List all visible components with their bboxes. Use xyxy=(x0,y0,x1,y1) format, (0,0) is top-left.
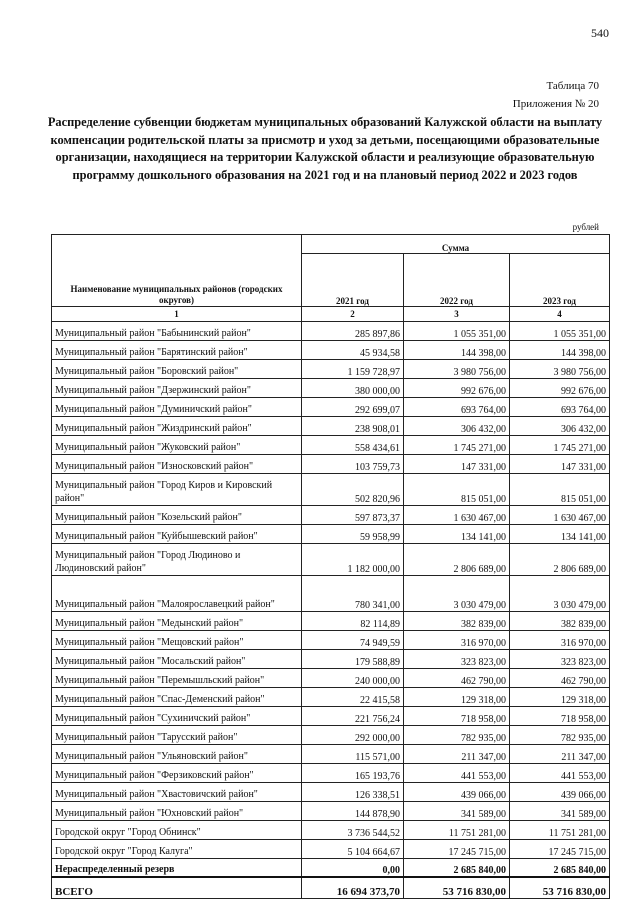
appendix-label: Приложения № 20 xyxy=(512,98,599,110)
value-2021: 144 878,90 xyxy=(302,802,404,821)
municipality-name: Муниципальный район "Жиздринский район" xyxy=(52,417,302,436)
table-row xyxy=(52,726,610,745)
value-2023: 2 806 689,00 xyxy=(510,544,610,576)
value-2023: 462 790,00 xyxy=(510,669,610,688)
value-2022: 11 751 281,00 xyxy=(404,821,510,840)
table-row xyxy=(52,436,610,455)
value-2023: 382 839,00 xyxy=(510,612,610,631)
municipality-name: Муниципальный район "Ульяновский район" xyxy=(52,745,302,764)
value-2021: 238 908,01 xyxy=(302,417,404,436)
municipality-name: Муниципальный район "Город Людиново и Людиновский район" xyxy=(52,544,302,576)
table-row xyxy=(52,631,610,650)
total-value-2022: 53 716 830,00 xyxy=(404,877,510,899)
table-row xyxy=(52,764,610,783)
table-row xyxy=(52,544,610,576)
value-2023: 439 066,00 xyxy=(510,783,610,802)
table-row xyxy=(52,525,610,544)
value-2023: 144 398,00 xyxy=(510,341,610,360)
document-title: Распределение субвенции бюджетам муниципальных образований Калужской области на выплату компенсации родительской платы за присмотр и уход за детьми, посещающими образовательные организации, находящиеся на территории Калужской области и реализующие образовательную программу дошкольного образования на 2021 год и на плановый период 2022 и 2023 годов xyxy=(47,115,603,182)
value-2021: 82 114,89 xyxy=(302,612,404,631)
value-2022: 782 935,00 xyxy=(404,726,510,745)
value-2021: 558 434,61 xyxy=(302,436,404,455)
value-2023: 11 751 281,00 xyxy=(510,821,610,840)
value-2021: 502 820,96 xyxy=(302,474,404,506)
municipality-name: Муниципальный район "Барятинский район" xyxy=(52,341,302,360)
municipality-name: Муниципальный район "Куйбышевский район" xyxy=(52,525,302,544)
table-row xyxy=(52,669,610,688)
value-2023: 306 432,00 xyxy=(510,417,610,436)
municipality-name: Муниципальный район "Мосальский район" xyxy=(52,650,302,669)
value-2021: 59 958,99 xyxy=(302,525,404,544)
table-row xyxy=(52,707,610,726)
table-row xyxy=(52,745,610,764)
value-2022: 316 970,00 xyxy=(404,631,510,650)
table-row xyxy=(52,576,610,612)
value-2023: 316 970,00 xyxy=(510,631,610,650)
value-2022: 815 051,00 xyxy=(404,474,510,506)
table-row xyxy=(52,688,610,707)
column-number: 4 xyxy=(510,307,610,322)
municipality-name: Муниципальный район "Козельский район" xyxy=(52,506,302,525)
value-2022: 3 980 756,00 xyxy=(404,360,510,379)
municipality-name: Муниципальный район "Сухиничский район" xyxy=(52,707,302,726)
value-2021: 221 756,24 xyxy=(302,707,404,726)
value-2021: 292 000,00 xyxy=(302,726,404,745)
value-2021: 22 415,58 xyxy=(302,688,404,707)
table-row xyxy=(52,650,610,669)
value-2023: 815 051,00 xyxy=(510,474,610,506)
subsidy-table xyxy=(51,234,610,899)
municipality-name: Муниципальный район "Жуковский район" xyxy=(52,436,302,455)
value-2022: 1 630 467,00 xyxy=(404,506,510,525)
value-2023: 134 141,00 xyxy=(510,525,610,544)
value-2021: 1 159 728,97 xyxy=(302,360,404,379)
header-year-2023: 2023 год xyxy=(510,254,610,307)
table-number: Таблица 70 xyxy=(546,80,599,92)
header-year-2022: 2022 год xyxy=(404,254,510,307)
value-2022: 693 764,00 xyxy=(404,398,510,417)
value-2022: 718 958,00 xyxy=(404,707,510,726)
municipality-name: Городской округ "Город Обнинск" xyxy=(52,821,302,840)
municipality-name: Муниципальный район "Мещовский район" xyxy=(52,631,302,650)
municipality-name: Муниципальный район "Дзержинский район" xyxy=(52,379,302,398)
value-2023: 1 630 467,00 xyxy=(510,506,610,525)
table-row xyxy=(52,455,610,474)
value-2021: 45 934,58 xyxy=(302,341,404,360)
municipality-name: Муниципальный район "Ферзиковский район" xyxy=(52,764,302,783)
value-2021: 74 949,59 xyxy=(302,631,404,650)
municipality-name: Муниципальный район "Спас-Деменский район" xyxy=(52,688,302,707)
table-row xyxy=(52,341,610,360)
value-2023: 129 318,00 xyxy=(510,688,610,707)
value-2022: 439 066,00 xyxy=(404,783,510,802)
value-2022: 441 553,00 xyxy=(404,764,510,783)
reserve-value-2021: 0,00 xyxy=(302,859,404,878)
table-body xyxy=(52,322,610,859)
municipality-name: Муниципальный район "Медынский район" xyxy=(52,612,302,631)
value-2021: 115 571,00 xyxy=(302,745,404,764)
municipality-name: Муниципальный район "Тарусский район" xyxy=(52,726,302,745)
table-row xyxy=(52,379,610,398)
table-row xyxy=(52,474,610,506)
value-2022: 1 745 271,00 xyxy=(404,436,510,455)
value-2022: 129 318,00 xyxy=(404,688,510,707)
value-2023: 323 823,00 xyxy=(510,650,610,669)
table-row xyxy=(52,506,610,525)
value-2022: 323 823,00 xyxy=(404,650,510,669)
value-2021: 1 182 000,00 xyxy=(302,544,404,576)
value-2022: 147 331,00 xyxy=(404,455,510,474)
value-2021: 285 897,86 xyxy=(302,322,404,341)
value-2021: 103 759,73 xyxy=(302,455,404,474)
value-2023: 3 980 756,00 xyxy=(510,360,610,379)
value-2021: 179 588,89 xyxy=(302,650,404,669)
value-2023: 341 589,00 xyxy=(510,802,610,821)
value-2023: 782 935,00 xyxy=(510,726,610,745)
reserve-name: Нераспределенный резерв xyxy=(52,859,302,878)
value-2023: 441 553,00 xyxy=(510,764,610,783)
table-row xyxy=(52,612,610,631)
value-2022: 462 790,00 xyxy=(404,669,510,688)
value-2022: 992 676,00 xyxy=(404,379,510,398)
municipality-name: Муниципальный район "Износковский район" xyxy=(52,455,302,474)
value-2022: 144 398,00 xyxy=(404,341,510,360)
table-row xyxy=(52,398,610,417)
header-year-2021: 2021 год xyxy=(302,254,404,307)
municipality-name: Муниципальный район "Город Киров и Кировский район" xyxy=(52,474,302,506)
municipality-name: Муниципальный район "Малоярославецкий район" xyxy=(52,576,302,612)
value-2021: 5 104 664,67 xyxy=(302,840,404,859)
value-2021: 292 699,07 xyxy=(302,398,404,417)
value-2022: 3 030 479,00 xyxy=(404,576,510,612)
value-2022: 1 055 351,00 xyxy=(404,322,510,341)
table-row xyxy=(52,783,610,802)
value-2022: 134 141,00 xyxy=(404,525,510,544)
value-2022: 306 432,00 xyxy=(404,417,510,436)
column-number: 3 xyxy=(404,307,510,322)
value-2021: 3 736 544,52 xyxy=(302,821,404,840)
value-2023: 1 055 351,00 xyxy=(510,322,610,341)
table-row xyxy=(52,360,610,379)
municipality-name: Муниципальный район "Боровский район" xyxy=(52,360,302,379)
value-2023: 147 331,00 xyxy=(510,455,610,474)
table-row xyxy=(52,840,610,859)
reserve-value-2023: 2 685 840,00 xyxy=(510,859,610,878)
value-2022: 211 347,00 xyxy=(404,745,510,764)
municipality-name: Городской округ "Город Калуга" xyxy=(52,840,302,859)
value-2023: 17 245 715,00 xyxy=(510,840,610,859)
table-row xyxy=(52,322,610,341)
table-row xyxy=(52,821,610,840)
value-2021: 240 000,00 xyxy=(302,669,404,688)
table-row xyxy=(52,417,610,436)
total-value-2023: 53 716 830,00 xyxy=(510,877,610,899)
municipality-name: Муниципальный район "Думиничский район" xyxy=(52,398,302,417)
value-2022: 341 589,00 xyxy=(404,802,510,821)
units-label: рублей xyxy=(572,222,599,232)
column-number: 2 xyxy=(302,307,404,322)
total-value-2021: 16 694 373,70 xyxy=(302,877,404,899)
reserve-row xyxy=(52,859,610,878)
value-2021: 165 193,76 xyxy=(302,764,404,783)
value-2023: 1 745 271,00 xyxy=(510,436,610,455)
total-row xyxy=(52,877,610,899)
municipality-name: Муниципальный район "Хвастовичский район" xyxy=(52,783,302,802)
table-row xyxy=(52,802,610,821)
value-2023: 211 347,00 xyxy=(510,745,610,764)
page-number: 540 xyxy=(591,26,609,40)
header-sum-column: Сумма xyxy=(302,235,610,254)
value-2022: 17 245 715,00 xyxy=(404,840,510,859)
value-2021: 126 338,51 xyxy=(302,783,404,802)
value-2022: 382 839,00 xyxy=(404,612,510,631)
value-2021: 597 873,37 xyxy=(302,506,404,525)
value-2023: 3 030 479,00 xyxy=(510,576,610,612)
municipality-name: Муниципальный район "Юхновский район" xyxy=(52,802,302,821)
value-2023: 992 676,00 xyxy=(510,379,610,398)
column-number: 1 xyxy=(52,307,302,322)
reserve-value-2022: 2 685 840,00 xyxy=(404,859,510,878)
municipality-name: Муниципальный район "Бабынинский район" xyxy=(52,322,302,341)
value-2021: 780 341,00 xyxy=(302,576,404,612)
value-2023: 718 958,00 xyxy=(510,707,610,726)
value-2022: 2 806 689,00 xyxy=(404,544,510,576)
municipality-name: Муниципальный район "Перемышльский район" xyxy=(52,669,302,688)
header-name-column: Наименование муниципальных районов (городских округов) xyxy=(52,235,302,307)
value-2021: 380 000,00 xyxy=(302,379,404,398)
total-name: ВСЕГО xyxy=(52,877,302,899)
column-number-row xyxy=(52,307,610,322)
value-2023: 693 764,00 xyxy=(510,398,610,417)
